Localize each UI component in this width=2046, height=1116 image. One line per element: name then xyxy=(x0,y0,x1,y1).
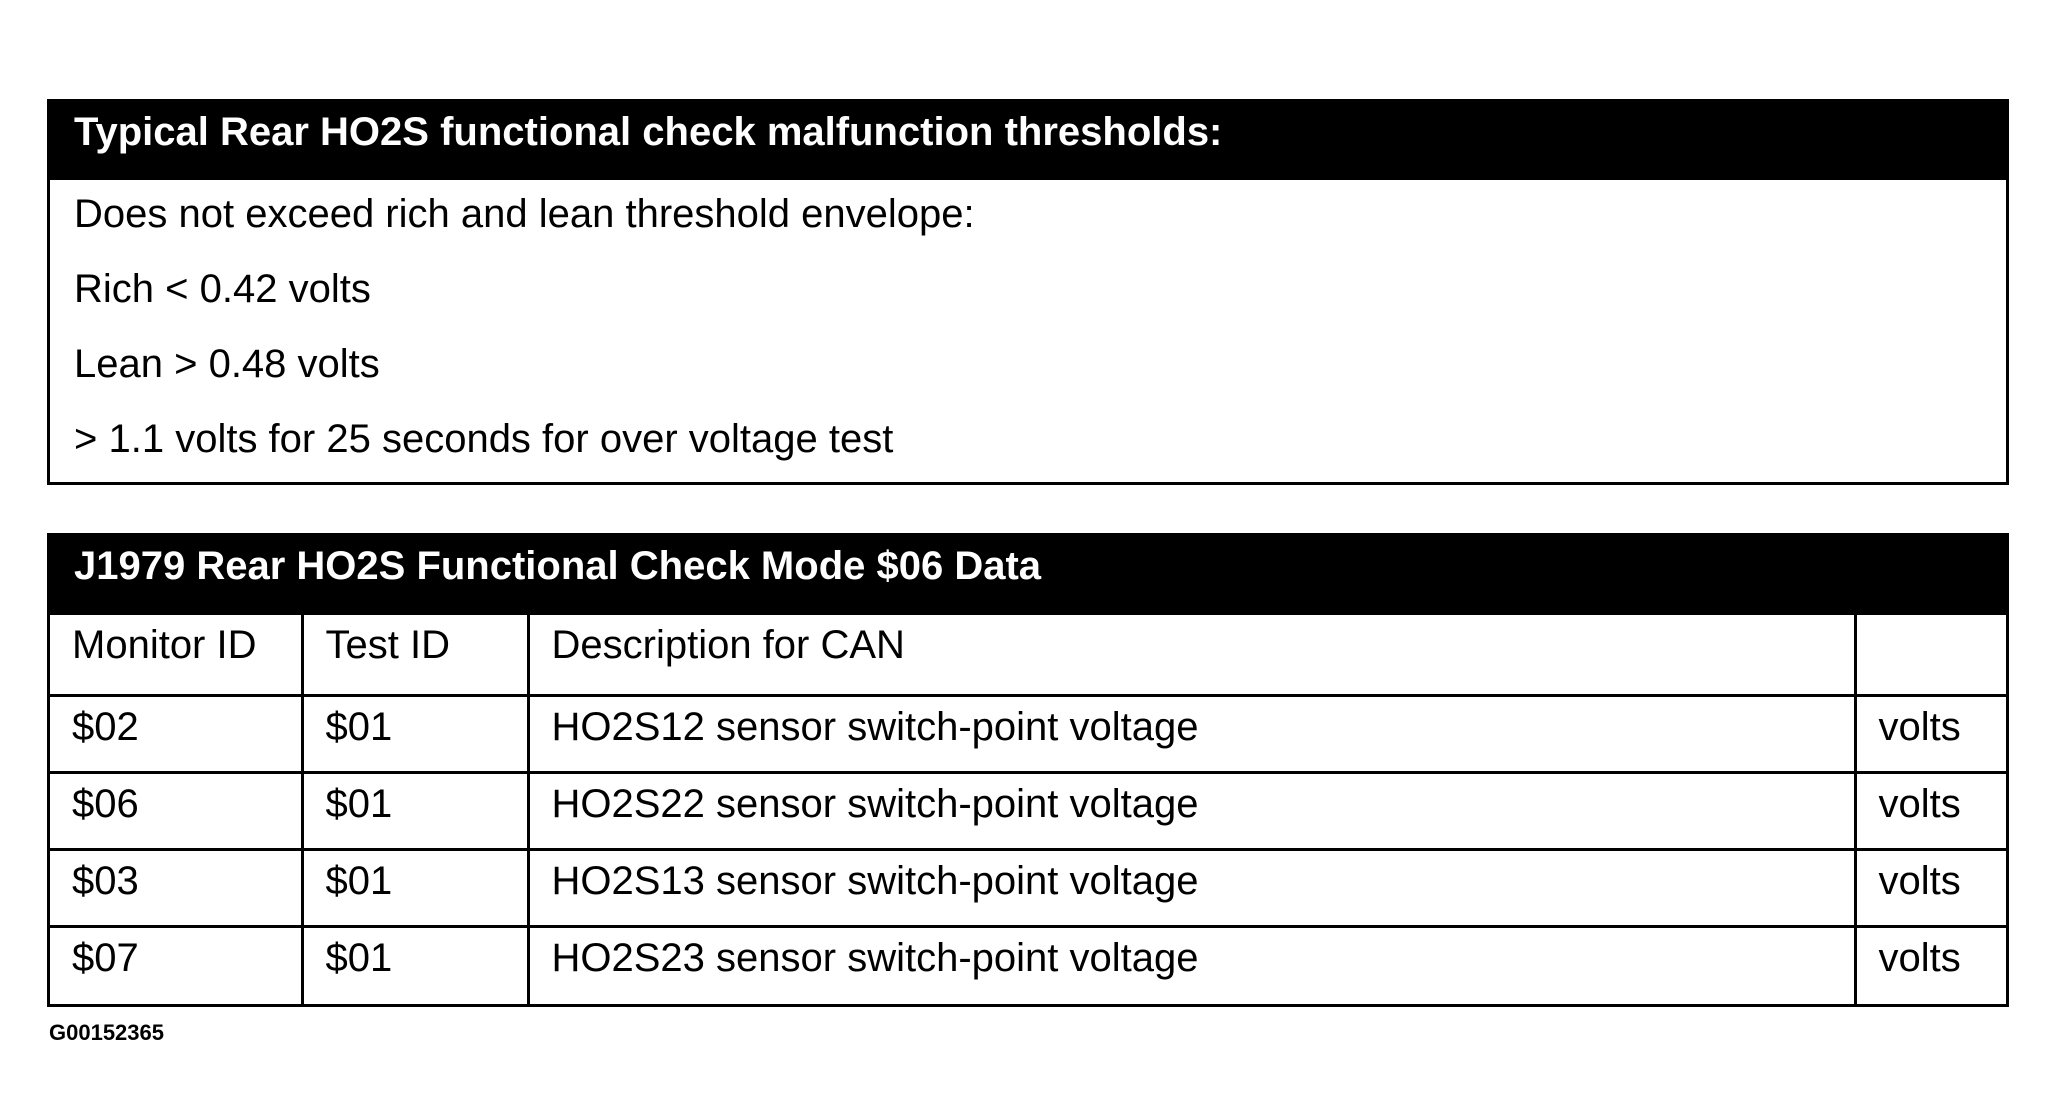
monitor-id-cell: $06 xyxy=(50,772,302,849)
threshold-line: > 1.1 volts for 25 seconds for over voltage test xyxy=(74,417,894,461)
thresholds-box xyxy=(47,99,2009,485)
test-id-cell: $01 xyxy=(302,772,528,849)
column-header: Description for CAN xyxy=(528,615,1855,695)
test-id-cell: $01 xyxy=(302,927,528,1004)
table-row xyxy=(50,850,2006,927)
column-header xyxy=(1855,615,2006,695)
mode06-table xyxy=(50,615,2006,1004)
threshold-line: Does not exceed rich and lean threshold envelope: xyxy=(74,192,975,236)
table-header-row xyxy=(50,615,2006,695)
column-header: Monitor ID xyxy=(50,615,302,695)
thresholds-title: Typical Rear HO2S functional check malfunction thresholds: xyxy=(50,102,2006,180)
test-id-cell: $01 xyxy=(302,695,528,772)
table-row xyxy=(50,927,2006,1004)
units-cell: volts xyxy=(1855,927,2006,1004)
monitor-id-cell: $02 xyxy=(50,695,302,772)
figure-id: G00152365 xyxy=(49,1020,164,1045)
mode06-box xyxy=(47,533,2009,1007)
table-row xyxy=(50,772,2006,849)
description-cell: HO2S22 sensor switch-point voltage xyxy=(528,772,1855,849)
description-cell: HO2S12 sensor switch-point voltage xyxy=(528,695,1855,772)
monitor-id-cell: $07 xyxy=(50,927,302,1004)
mode06-title: J1979 Rear HO2S Functional Check Mode $06 Data xyxy=(50,536,2006,615)
description-cell: HO2S23 sensor switch-point voltage xyxy=(528,927,1855,1004)
test-id-cell: $01 xyxy=(302,850,528,927)
threshold-line: Rich < 0.42 volts xyxy=(74,267,371,311)
monitor-id-cell: $03 xyxy=(50,850,302,927)
units-cell: volts xyxy=(1855,850,2006,927)
column-header: Test ID xyxy=(302,615,528,695)
units-cell: volts xyxy=(1855,695,2006,772)
table-row xyxy=(50,695,2006,772)
units-cell: volts xyxy=(1855,772,2006,849)
description-cell: HO2S13 sensor switch-point voltage xyxy=(528,850,1855,927)
threshold-line: Lean > 0.48 volts xyxy=(74,342,380,386)
